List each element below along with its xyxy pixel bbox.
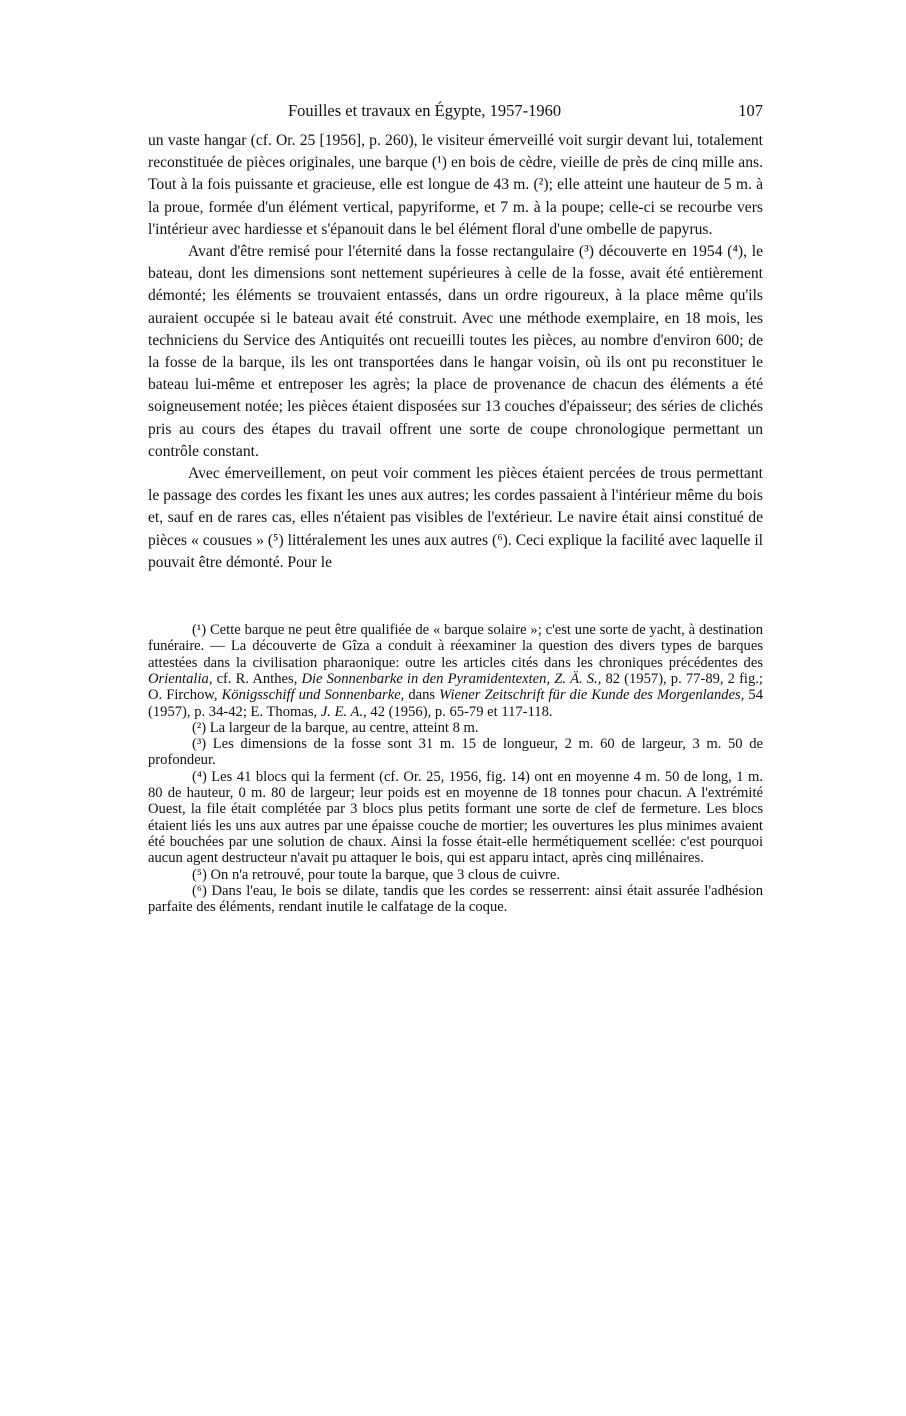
footnote-2: (²) La largeur de la barque, au centre, atteint 8 m. bbox=[192, 719, 479, 736]
paragraph-3: Avec émerveillement, on peut voir comment les pièces étaient percées de trous permettant le passage des cordes les fixant les unes aux autres; les cordes passaient à l'intérieur même du bois et, sauf en de rares cas, elles n'étaient pas visibles de l'extérieur. Le navire était ainsi constitué de pièces « cousues » (⁵) littéralement les unes aux autres (⁶). Ceci explique la facilité avec laquelle il pouvait être démonté. Pour le bbox=[148, 465, 763, 571]
footnote-5: (⁵) On n'a retrouvé, pour toute la barque, que 3 clous de cuivre. bbox=[192, 866, 560, 883]
footnote-1-text: , cf. R. Anthes, bbox=[208, 670, 302, 687]
page-number: 107 bbox=[738, 101, 763, 120]
footnote-1-text: , 82 (1957), p. 77-89, 2 fig.; O. Firchow, bbox=[148, 670, 763, 704]
footnote-1-text: , dans bbox=[400, 687, 440, 704]
running-title: Fouilles et travaux en Égypte, 1957-1960 bbox=[288, 101, 562, 120]
footnote-4: (⁴) Les 41 blocs qui la ferment (cf. Or. 25, 1956, fig. 14) ont en moyenne 4 m. 50 de long, 1 m. 80 de hauteur, 0 m. 80 de largeur; leur poids est en moyenne de 18 tonnes pour chacun. A l'extrémité Ouest, la file était complétée par 3 blocs plus petits formant une sorte de clef de fermeture. Les blocs étaient liés les uns aux autres par une épaisse couche de mortier; les ouvertures les plus minimes avaient été bouchées par une solution de chaux. Ainsi la fosse était-elle hermétiquement scellée: c'est pourquoi aucun agent destructeur n'avait pu attaquer le bois, qui est apparu intact, après cinq millénaires. bbox=[148, 768, 763, 867]
article-title-firchow: Königsschiff und Sonnenbarke bbox=[221, 687, 401, 704]
paragraph-2: Avant d'être remisé pour l'éternité dans la fosse rectangulaire (³) découverte en 1954 (⁴), le bateau, dont les dimensions sont nettement supérieures à celle de la fosse, avait été entièrement démonté; les éléments se trouvaient entassés, dans un ordre rigoureux, à la place même qu'ils auraient occupée si le bateau avait été construit. Avec une méthode exemplaire, en 18 mois, les techniciens du Service des Antiquités ont recueilli toutes les pièces, au nombre d'environ 600; de la fosse de la barque, ils les ont transportées dans le hangar voisin, où ils ont pu reconstituer le bateau lui-même et entreposer les agrès; la place de provenance de chacun des éléments a été soigneusement notée; les pièces étaient disposées sur 13 couches d'épaisseur; des séries de clichés pris au cours des étapes du travail offrent une sorte de coupe chronologique permettant un contrôle constant. bbox=[148, 243, 763, 460]
body-text bbox=[148, 130, 763, 574]
journal-page bbox=[148, 100, 763, 915]
journal-title-wzkm: Wiener Zeitschrift für die Kunde des Morgenlandes bbox=[439, 687, 741, 704]
footnote-1-text: (¹) Cette barque ne peut être qualifiée de « barque solaire »; c'est une sorte de yacht, à destination funéraire. — La découverte de Gîza a conduit à réexaminer la question des divers types de barques attestées dans la civilisation pharaonique: outre les articles cités dans les chroniques précédentes des bbox=[148, 622, 763, 671]
journal-title-orientalia: Orientalia bbox=[148, 670, 209, 687]
article-title-anthes: Die Sonnenbarke in den Pyramidentexten, Z. Ä. S. bbox=[301, 670, 598, 687]
running-head bbox=[148, 100, 763, 122]
footnote-1-text: , 42 (1956), p. 65-79 et 117-118. bbox=[363, 703, 553, 720]
footnote-6: (⁶) Dans l'eau, le bois se dilate, tandis que les cordes se resserrent: ainsi était assurée l'adhésion parfaite des éléments, rendant inutile le calfatage de la coque. bbox=[148, 882, 763, 916]
journal-title-jea: J. E. A. bbox=[320, 703, 364, 720]
paragraph-1: un vaste hangar (cf. Or. 25 [1956], p. 260), le visiteur émerveillé voit surgir devant lui, totalement reconstituée de pièces originales, une barque (¹) en bois de cèdre, vieille de près de cinq mille ans. Tout à la fois puissante et gracieuse, elle est longue de 43 m. (²); elle atteint une hauteur de 5 m. à la proue, formée d'un élément vertical, papyriforme, et 7 m. à la poupe; celle-ci se recourbe vers l'intérieur avec hardiesse et s'épanouit dans le bel élément floral d'une ombelle de papyrus. bbox=[148, 132, 763, 238]
footnote-1 bbox=[148, 622, 763, 720]
footnote-1-text: , 54 (1957), p. 34-42; E. Thomas, bbox=[148, 687, 763, 720]
footnotes bbox=[148, 622, 763, 915]
footnote-3: (³) Les dimensions de la fosse sont 31 m. 15 de longueur, 2 m. 60 de largeur, 3 m. 50 de profondeur. bbox=[148, 736, 763, 769]
